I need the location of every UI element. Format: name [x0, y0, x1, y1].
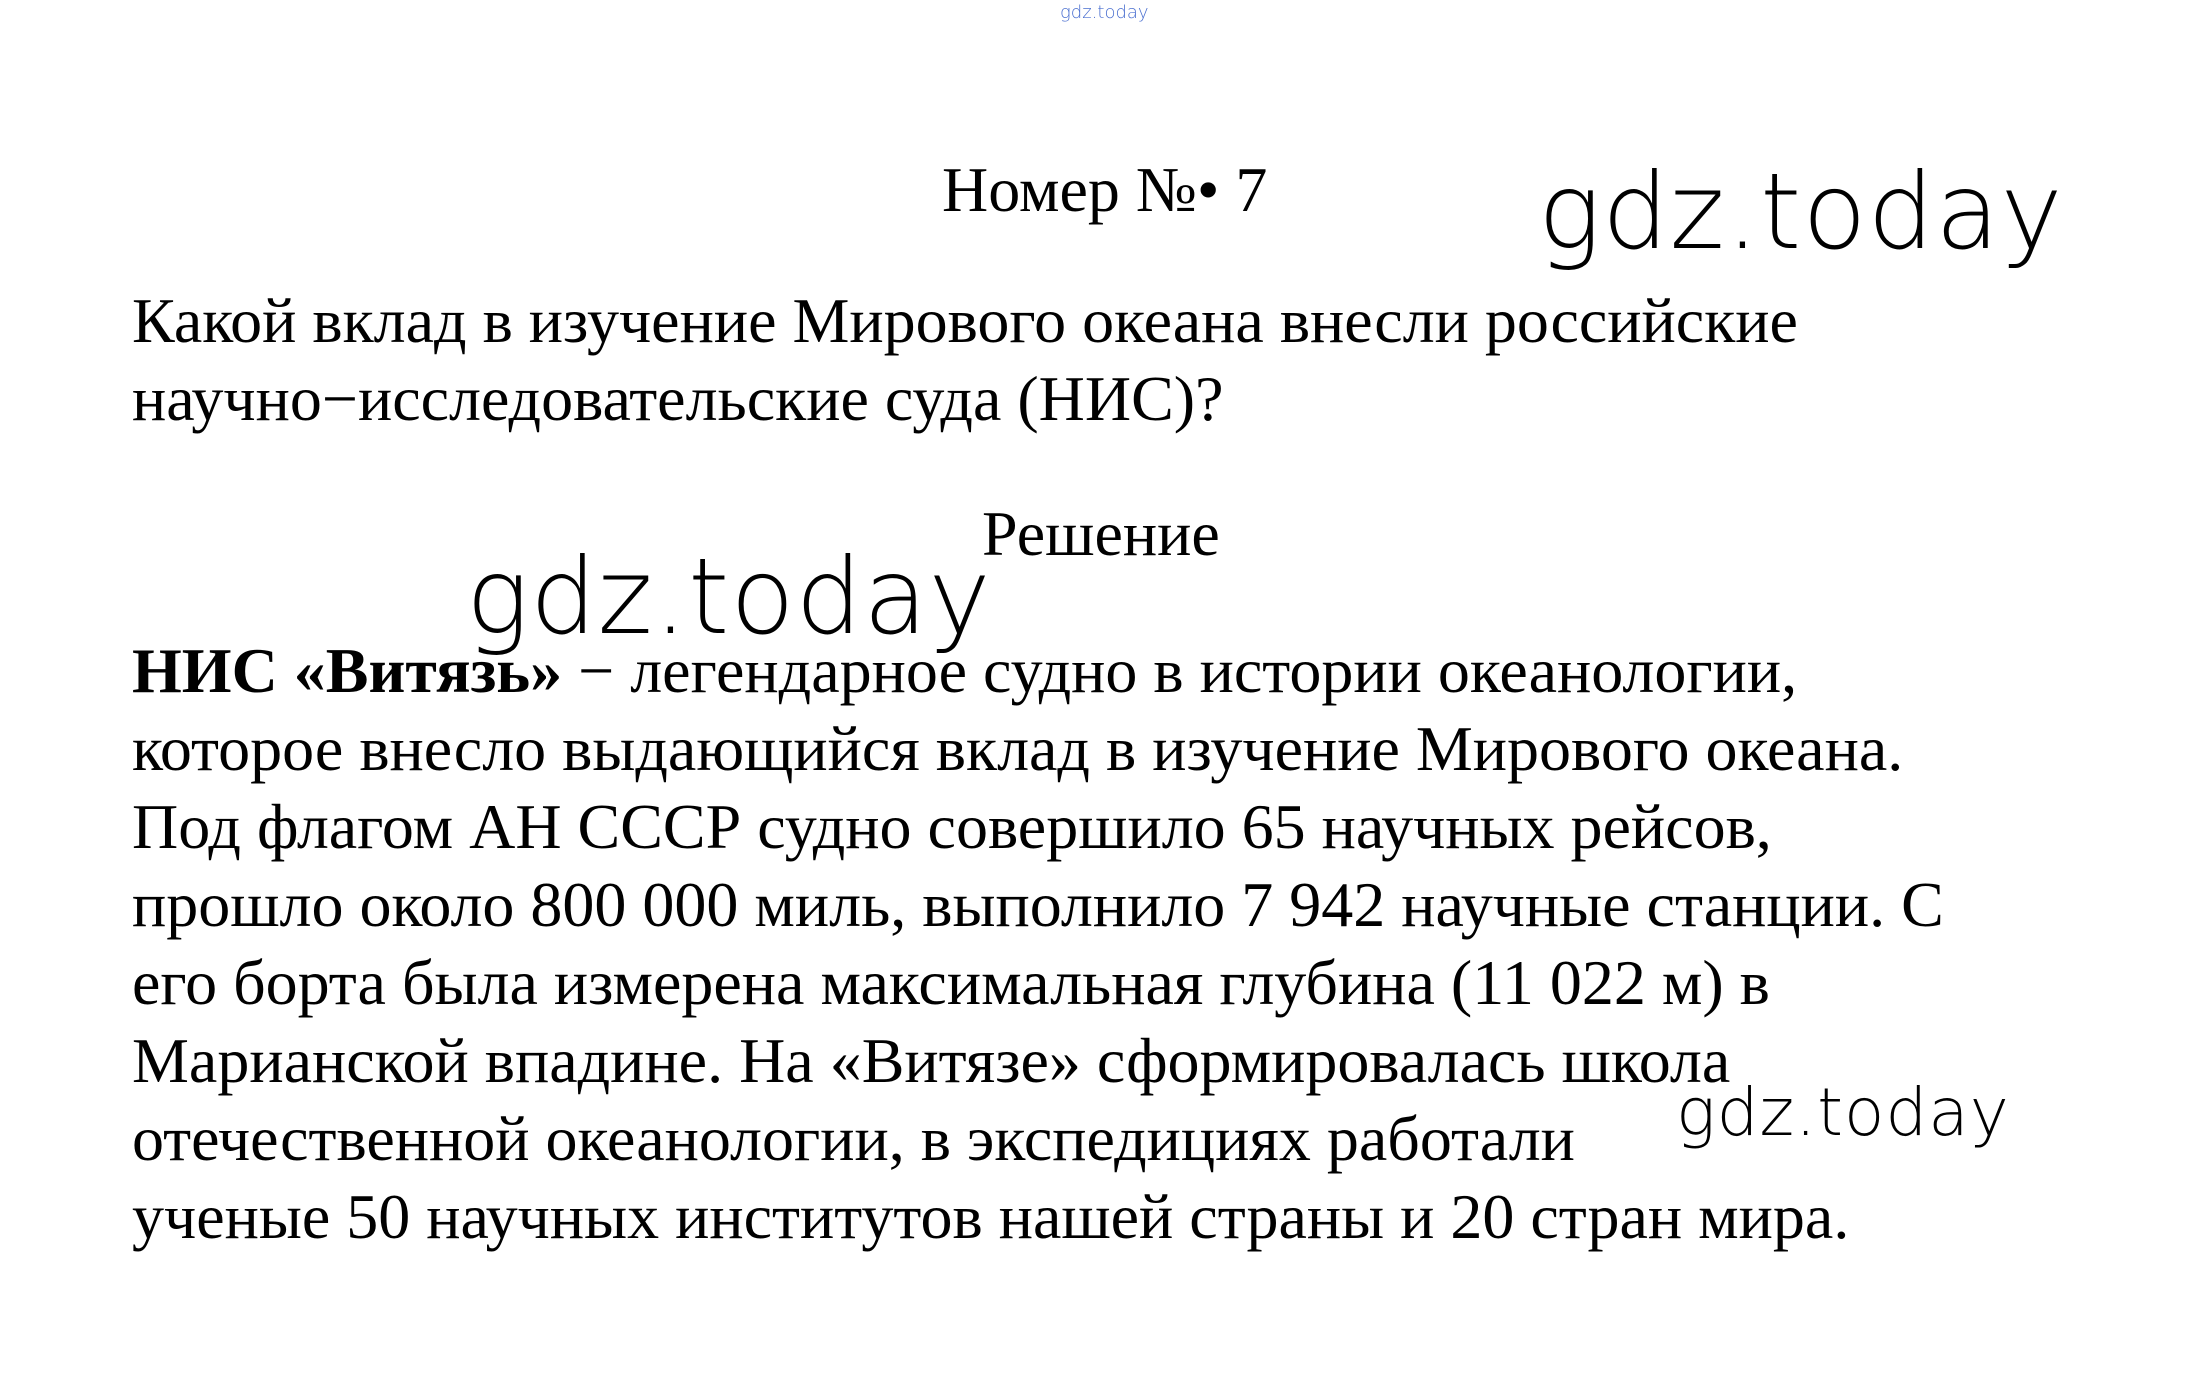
solution-line: прошло около 800 000 миль, выполнило 7 942 научные станции. С — [132, 869, 1944, 940]
solution-line: отечественной океанологии, в экспедициях работали — [132, 1103, 1575, 1174]
watermark: gdz.today — [1676, 1074, 2010, 1151]
question-text — [132, 282, 1798, 438]
top-watermark: gdz.today — [1060, 2, 1149, 23]
question-line: Какой вклад в изучение Мирового океана внесли российские — [132, 285, 1798, 356]
question-line: научно−исследовательские суда (НИС)? — [132, 363, 1224, 434]
vessel-name: НИС «Витязь» — [132, 635, 563, 706]
task-number: Номер №• 7 — [942, 154, 1268, 225]
solution-heading: Решение — [982, 498, 1220, 569]
solution-line: Под флагом АН СССР судно совершило 65 научных рейсов, — [132, 791, 1772, 862]
solution-text — [132, 632, 1944, 1256]
watermark: gdz.today — [466, 536, 992, 658]
solution-line: ученые 50 научных институтов нашей страны и 20 стран мира. — [132, 1181, 1850, 1252]
watermark: gdz.today — [1538, 151, 2064, 273]
solution-line: его борта была измерена максимальная глубина (11 022 м) в — [132, 947, 1770, 1018]
solution-line: которое внесло выдающийся вклад в изучение Мирового океана. — [132, 713, 1904, 784]
solution-line — [132, 632, 1944, 710]
solution-line-rest: − легендарное судно в истории океанологии, — [562, 635, 1798, 706]
solution-line: Марианской впадине. На «Витязе» сформировалась школа — [132, 1025, 1731, 1096]
